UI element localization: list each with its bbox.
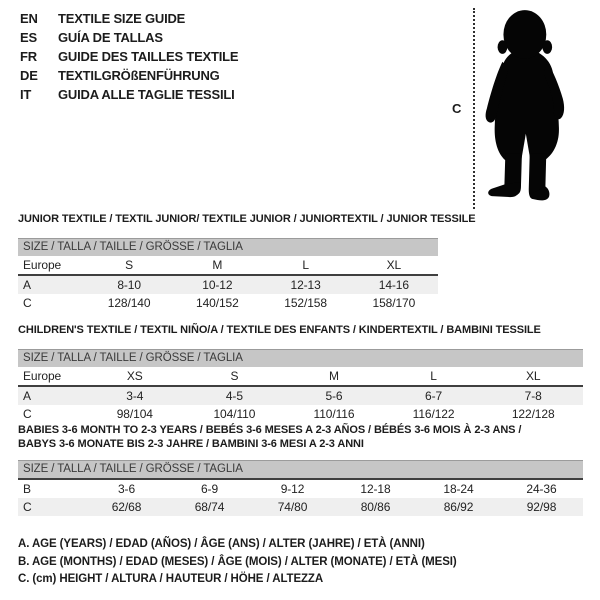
row-label: C [23, 407, 32, 421]
guide-title: GUIDE DES TAILLES TEXTILE [58, 49, 239, 64]
footnote-c: C. (cm) HEIGHT / ALTURA / HAUTEUR / HÖHE / ALTEZZA [18, 573, 324, 585]
cell-value: 152/158 [284, 296, 327, 310]
cell-value: 6-9 [200, 482, 219, 496]
language-title-row-fr [20, 47, 238, 66]
table-row-a [18, 275, 438, 294]
guide-title: GUIDA ALLE TAGLIE TESSILI [58, 87, 235, 102]
table-row-a [18, 386, 583, 405]
columns-header-row [18, 256, 438, 275]
toddler-silhouette-icon [482, 7, 594, 207]
cell-value: 128/140 [107, 296, 151, 310]
cell-value: 14-16 [350, 275, 438, 294]
cell-value: 6-7 [384, 386, 484, 405]
row-label: Europe [18, 256, 85, 275]
language-title-row-en [20, 9, 238, 28]
row-label: B [23, 482, 31, 496]
height-measure-label: C [452, 101, 462, 116]
size-table-children [18, 323, 583, 423]
language-title-row-it [20, 85, 238, 104]
size-grid [18, 367, 583, 423]
cell-value: 3-6 [117, 482, 136, 496]
cell-value: XL [483, 367, 583, 386]
size-header-bar: SIZE / TALLA / TAILLE / GRÖSSE / TAGLIA [18, 238, 438, 256]
cell-value: L [262, 256, 350, 275]
table-title: CHILDREN'S TEXTILE / TEXTIL NIÑO/A / TEXTILE DES ENFANTS / KINDERTEXTIL / BAMBINI TESSILE [18, 324, 541, 336]
language-code: FR [20, 49, 37, 64]
guide-title: GUÍA DE TALLAS [58, 30, 163, 45]
table-row-b [18, 480, 583, 498]
row-label: Europe [18, 367, 85, 386]
cell-value: 9-12 [280, 482, 305, 496]
row-label: C [23, 296, 32, 310]
cell-value: 12-13 [262, 275, 350, 294]
size-table-junior [18, 212, 476, 312]
table-title: BABIES 3-6 MONTH TO 2-3 YEARS / BEBÉS 3-6 MESES A 2-3 AÑOS / BÉBÉS 3-6 MOIS À 2-3 ANS / [18, 424, 522, 436]
cell-value: 122/128 [511, 407, 555, 421]
row-label: A [18, 386, 85, 405]
row-label: C [18, 498, 85, 516]
height-dotted-line [473, 8, 475, 209]
cell-value: 12-18 [360, 482, 391, 496]
cell-value: 98/104 [116, 407, 153, 421]
table-title: JUNIOR TEXTILE / TEXTIL JUNIOR/ TEXTILE JUNIOR / JUNIORTEXTIL / JUNIOR TESSILE [18, 213, 476, 225]
cell-value: 86/92 [417, 498, 500, 516]
cell-value: 140/152 [196, 296, 239, 310]
language-title-row-es [20, 28, 238, 47]
cell-value: S [185, 367, 285, 386]
cell-value: 68/74 [168, 498, 251, 516]
cell-value: L [384, 367, 484, 386]
cell-value: XS [85, 367, 185, 386]
language-code: EN [20, 11, 38, 26]
guide-title: TEXTILGRÖßENFÜHRUNG [58, 68, 220, 83]
footnote-b: B. AGE (MONTHS) / EDAD (MESES) / ÂGE (MOIS) / ALTER (MONATE) / ETÀ (MESI) [18, 555, 457, 568]
language-code: DE [20, 68, 38, 83]
table-row-c [18, 294, 438, 312]
cell-value: 24-36 [526, 482, 557, 496]
cell-value: 92/98 [500, 498, 583, 516]
cell-value: M [173, 256, 261, 275]
language-title-row-de [20, 66, 238, 85]
columns-header-row [18, 367, 583, 386]
cell-value: 3-4 [85, 386, 185, 405]
table-row-c [18, 498, 583, 516]
footnotes [18, 536, 457, 589]
cell-value: 158/170 [372, 296, 416, 310]
language-code: IT [20, 87, 32, 102]
language-title-list [20, 9, 238, 104]
cell-value: 10-12 [173, 275, 261, 294]
cell-value: S [85, 256, 173, 275]
cell-value: 104/110 [213, 407, 256, 421]
size-header-bar: SIZE / TALLA / TAILLE / GRÖSSE / TAGLIA [18, 349, 583, 367]
footnote-a: A. AGE (YEARS) / EDAD (AÑOS) / ÂGE (ANS) / ALTER (JAHRE) / ETÀ (ANNI) [18, 538, 425, 550]
cell-value: 116/122 [412, 407, 455, 421]
cell-value: 74/80 [251, 498, 334, 516]
cell-value: 4-5 [185, 386, 285, 405]
cell-value: 5-6 [284, 386, 384, 405]
cell-value: M [284, 367, 384, 386]
cell-value: 110/116 [313, 407, 355, 421]
cell-value: XL [350, 256, 438, 275]
table-title: BABYS 3-6 MONATE BIS 2-3 JAHRE / BAMBINI 3-6 MESI A 2-3 ANNI [18, 438, 364, 450]
cell-value: 80/86 [334, 498, 417, 516]
row-label: A [18, 275, 85, 294]
size-table-babies [18, 423, 583, 516]
guide-title: TEXTILE SIZE GUIDE [58, 11, 186, 26]
table-row-c [18, 405, 583, 423]
language-code: ES [20, 30, 37, 45]
cell-value: 62/68 [85, 498, 168, 516]
cell-value: 7-8 [483, 386, 583, 405]
size-header-bar: SIZE / TALLA / TAILLE / GRÖSSE / TAGLIA [18, 460, 583, 480]
cell-value: 8-10 [85, 275, 173, 294]
cell-value: 18-24 [443, 482, 474, 496]
size-grid [18, 480, 583, 516]
size-grid [18, 256, 438, 312]
